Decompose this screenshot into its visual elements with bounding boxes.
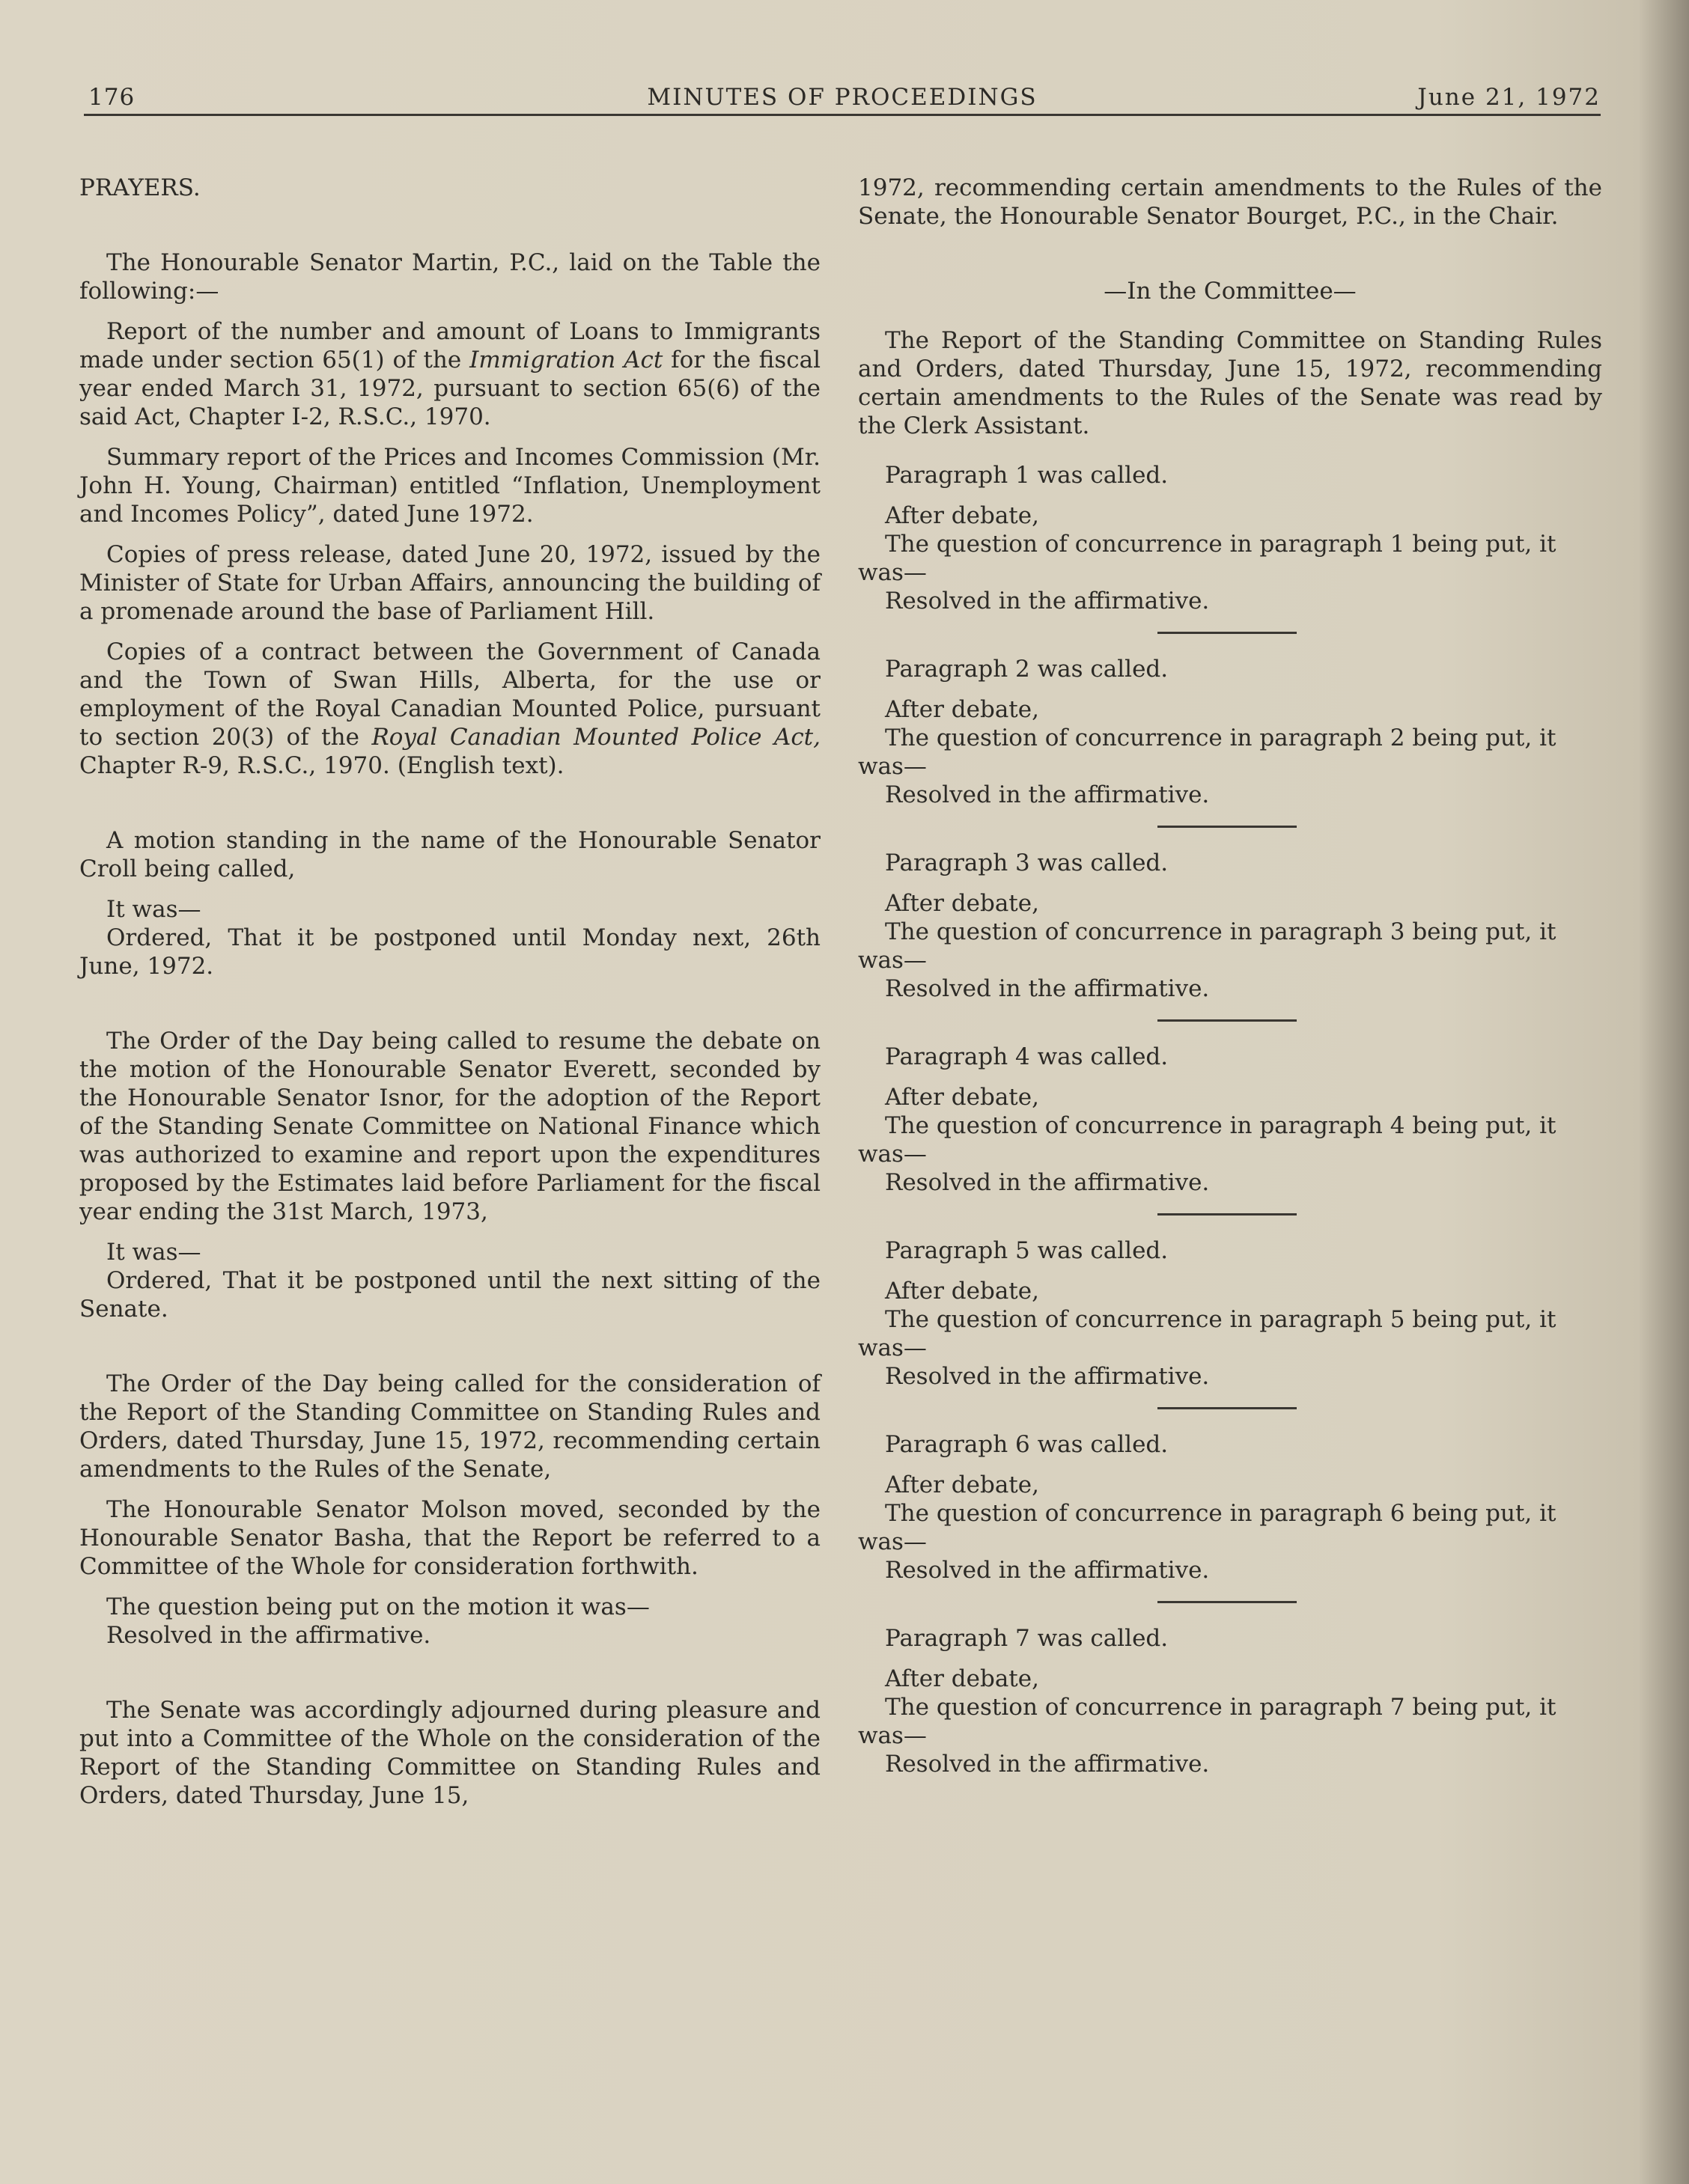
section-divider <box>1157 1601 1297 1603</box>
report-paragraph: The Report of the Standing Committee on Standing Rules and Orders, dated Thursday, June 15, 1972, recommending certain amendments to the Rules of the Senate was read by the Clerk Assistant. <box>858 327 1602 439</box>
order-of-day-paragraph: The Order of the Day being called to resume the debate on the motion of the Honourable Senator Everett, seconded by the Honourable Senator Isnor, for the adoption of the Report of the Standing Senate Committee on National Finance which was authorized to examine and report upon the expenditures proposed by the Estimates laid before Parliament for the fiscal year ending the 31st March, 1973, <box>79 1028 821 1225</box>
paragraph-list <box>858 461 1602 1778</box>
question-line: The question of concurrence in paragraph 2 being put, it was— <box>858 725 1556 780</box>
resolved-line: Resolved in the affirmative. <box>885 588 1210 614</box>
resolved-line: Resolved in the affirmative. <box>885 1751 1210 1778</box>
question-line: The question of concurrence in paragraph 5 being put, it was— <box>858 1306 1556 1361</box>
document-item: Summary report of the Prices and Incomes Commission (Mr. John H. Young, Chairman) entitled “Inflation, Unemployment and Incomes Policy”, dated June 1972. <box>79 444 821 528</box>
resolved-line: Resolved in the affirmative. <box>885 1169 1210 1196</box>
after-debate-line: After debate, <box>885 1471 1039 1498</box>
section-divider <box>1157 1019 1297 1022</box>
document-item: Copies of a contract between the Government of Canada and the Town of Swan Hills, Alberta, for the use or employment of the Royal Canadian Mounted Police, pursuant to section 20(3) of the Royal Canadian Mounted Police Act, Chapter R-9, R.S.C., 1970. (English text). <box>79 638 821 779</box>
continued-paragraph: 1972, recommending certain amendments to the Rules of the Senate, the Honourable Senator Bourget, P.C., in the Chair. <box>858 174 1602 230</box>
paragraph-called: Paragraph 6 was called. <box>885 1431 1169 1458</box>
resolved-line: Resolved in the affirmative. <box>885 1557 1210 1584</box>
paragraph-block <box>858 632 1602 809</box>
paragraph-called: Paragraph 1 was called. <box>885 462 1169 489</box>
question-line: The question of concurrence in paragraph 3 being put, it was— <box>858 918 1556 974</box>
question-line: The question of concurrence in paragraph 6 being put, it was— <box>858 1500 1556 1555</box>
resolved-line: Resolved in the affirmative. <box>885 781 1210 808</box>
right-column <box>858 174 1602 1778</box>
paragraph-block <box>858 826 1602 1003</box>
motion-paragraph: The Honourable Senator Molson moved, seconded by the Honourable Senator Basha, that the Report be referred to a Committee of the Whole for consideration forthwith. <box>79 1496 821 1580</box>
after-debate-line: After debate, <box>885 1665 1039 1692</box>
paragraph-block <box>858 1213 1602 1391</box>
committee-heading: —In the Committee— <box>1104 278 1357 305</box>
adjournment-paragraph: The Senate was accordingly adjourned during pleasure and put into a Committee of the Whole on the consideration of the Report of the Standing Committee on Standing Rules and Orders, dated Thursday, June 15, <box>79 1697 821 1809</box>
paragraph-block <box>858 461 1602 615</box>
it-was-line: It was— <box>106 896 201 923</box>
paragraph-block <box>858 1019 1602 1197</box>
paragraph-called: Paragraph 2 was called. <box>885 656 1169 683</box>
question-line: The question of concurrence in paragraph 1 being put, it was— <box>858 531 1556 586</box>
after-debate-line: After debate, <box>885 1278 1039 1305</box>
resolved-line: Resolved in the affirmative. <box>885 1363 1210 1390</box>
order-of-day-paragraph: The Order of the Day being called for the consideration of the Report of the Standing Committee on Standing Rules and Orders, dated Thursday, June 15, 1972, recommending certain amendments to the Rules of the Senate, <box>79 1370 821 1483</box>
question-line: The question being put on the motion it was— <box>106 1593 650 1620</box>
motion-paragraph: A motion standing in the name of the Honourable Senator Croll being called, <box>79 827 821 882</box>
paragraph-block <box>858 1601 1602 1778</box>
paragraph-called: Paragraph 3 was called. <box>885 849 1169 876</box>
after-debate-line: After debate, <box>885 502 1039 529</box>
after-debate-line: After debate, <box>885 1084 1039 1111</box>
left-column <box>79 174 821 1810</box>
after-debate-line: After debate, <box>885 696 1039 723</box>
question-line: The question of concurrence in paragraph 7 being put, it was— <box>858 1694 1556 1749</box>
page-number: 176 <box>88 84 136 111</box>
question-line: The question of concurrence in paragraph 4 being put, it was— <box>858 1112 1556 1168</box>
it-was-line: It was— <box>106 1239 201 1266</box>
paragraph-called: Paragraph 4 was called. <box>885 1043 1169 1070</box>
ordered-paragraph: Ordered, That it be postponed until Monday next, 26th June, 1972. <box>79 924 821 980</box>
ordered-paragraph: Ordered, That it be postponed until the next sitting of the Senate. <box>79 1267 821 1323</box>
section-divider <box>1157 1407 1297 1409</box>
header-date: June 21, 1972 <box>1417 84 1601 111</box>
paragraph-called: Paragraph 7 was called. <box>885 1625 1169 1652</box>
page-header <box>84 78 1601 116</box>
document-item: Copies of press release, dated June 20, 1972, issued by the Minister of State for Urban Affairs, announcing the building of a promenade around the base of Parliament Hill. <box>79 541 821 625</box>
page-title: MINUTES OF PROCEEDINGS <box>647 84 1038 111</box>
resolved-line: Resolved in the affirmative. <box>106 1622 431 1649</box>
after-debate-line: After debate, <box>885 890 1039 917</box>
tabling-intro: The Honourable Senator Martin, P.C., laid on the Table the following:— <box>79 249 821 305</box>
section-divider <box>1157 632 1297 634</box>
paragraph-called: Paragraph 5 was called. <box>885 1237 1169 1264</box>
document-item: Report of the number and amount of Loans to Immigrants made under section 65(1) of the Immigration Act for the fiscal year ended March 31, 1972, pursuant to section 65(6) of the said Act, Chapter I-2, R.S.C., 1970. <box>79 318 821 430</box>
resolved-line: Resolved in the affirmative. <box>885 975 1210 1002</box>
section-divider <box>1157 826 1297 828</box>
section-divider <box>1157 1213 1297 1215</box>
paragraph-block <box>858 1407 1602 1584</box>
prayers-heading: PRAYERS. <box>79 174 201 201</box>
